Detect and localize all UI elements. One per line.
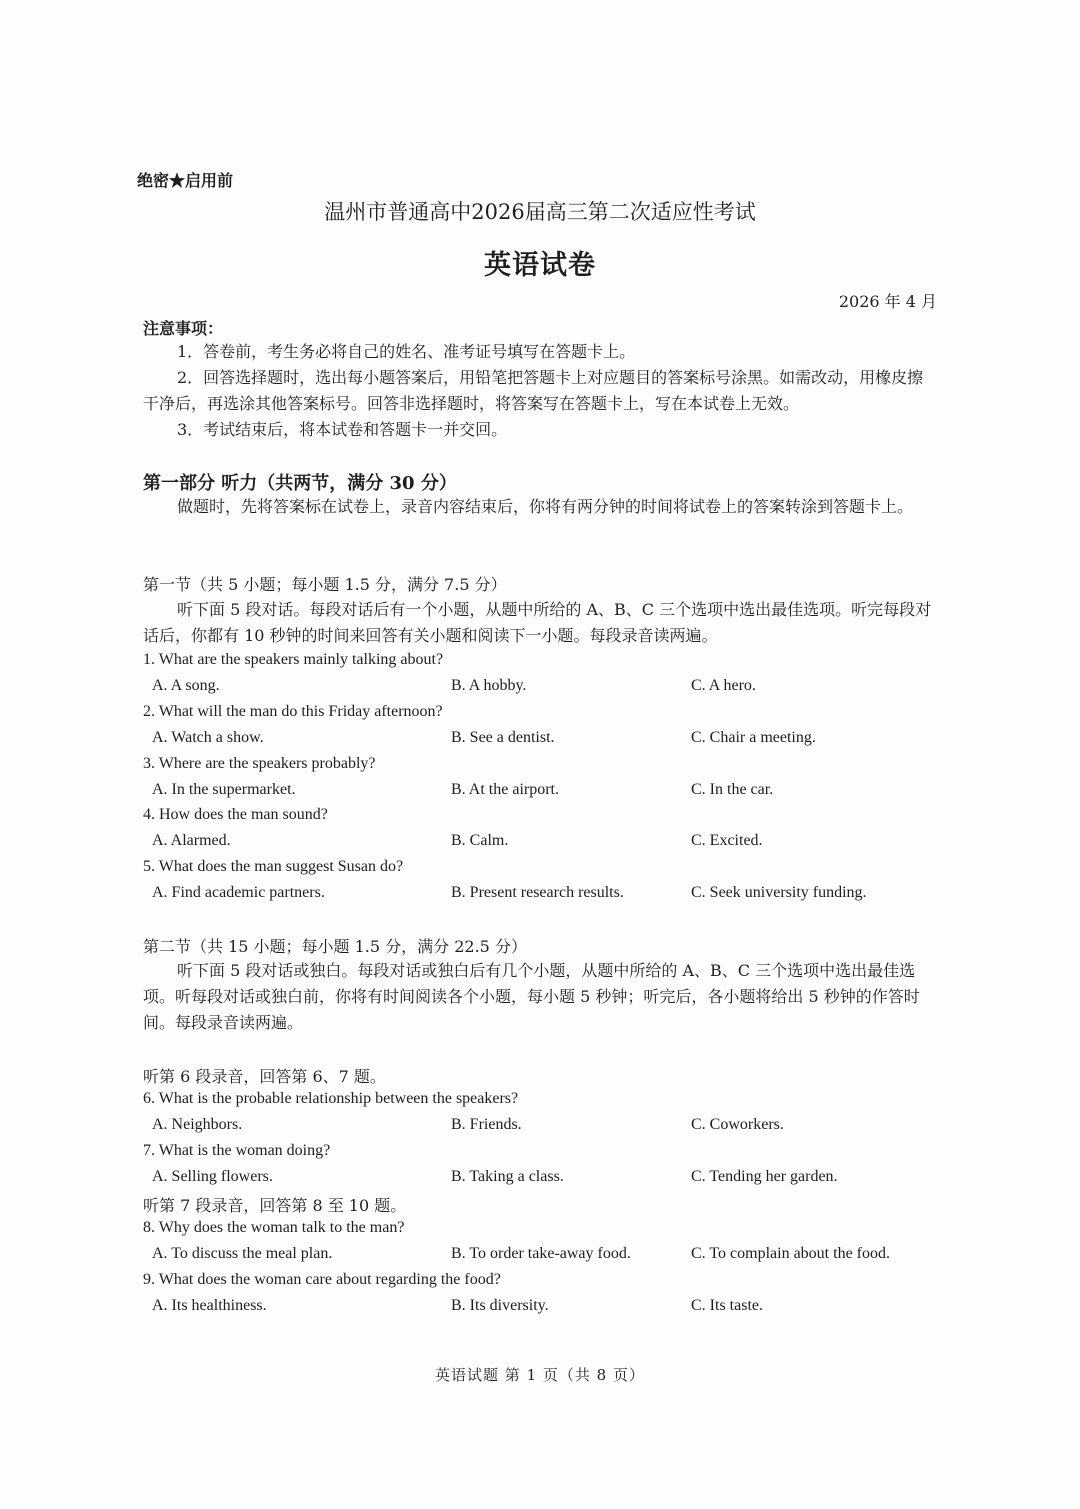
- option-a: A. Neighbors.: [152, 1116, 243, 1133]
- confidential-label: 绝密★启用前: [137, 171, 234, 190]
- option-a: A. Selling flowers.: [152, 1168, 273, 1185]
- option-b: B. Taking a class.: [451, 1168, 564, 1185]
- question: 6. What is the probable relationship between the speakers?: [143, 1090, 519, 1107]
- option-c: C. Seek university funding.: [691, 884, 867, 901]
- notice-title: 注意事项：: [143, 319, 224, 338]
- option-a: A. Its healthiness.: [152, 1297, 267, 1314]
- option-c: C. Tending her garden.: [691, 1168, 838, 1185]
- exam-title: 温州市普通高中2026届高三第二次适应性考试: [324, 200, 756, 224]
- option-c: C. In the car.: [691, 781, 774, 798]
- notice-item: 1．答卷前，考生务必将自己的姓名、准考证号填写在答题卡上。: [177, 342, 636, 361]
- question: 2. What will the man do this Friday afternoon?: [143, 703, 443, 720]
- option-c: C. Chair a meeting.: [691, 729, 816, 746]
- option-c: C. Coworkers.: [691, 1116, 784, 1133]
- option-b: B. Friends.: [451, 1116, 522, 1133]
- option-b: B. See a dentist.: [451, 729, 555, 746]
- question: 8. Why does the woman talk to the man?: [143, 1219, 405, 1236]
- part1-title: 第一部分 听力（共两节，满分 30 分）: [143, 473, 457, 494]
- option-b: B. Present research results.: [451, 884, 624, 901]
- option-b: B. Calm.: [451, 832, 509, 849]
- recording-6-heading: 听第 6 段录音，回答第 6、7 题。: [143, 1067, 386, 1086]
- option-a: A. Watch a show.: [152, 729, 264, 746]
- recording-7-heading: 听第 7 段录音，回答第 8 至 10 题。: [143, 1196, 407, 1215]
- option-c: C. To complain about the food.: [691, 1245, 890, 1262]
- section2-title: 第二节（共 15 小题；每小题 1.5 分，满分 22.5 分）: [143, 937, 527, 956]
- question: 7. What is the woman doing?: [143, 1142, 331, 1159]
- question: 5. What does the man suggest Susan do?: [143, 858, 404, 875]
- option-a: A. Alarmed.: [152, 832, 231, 849]
- option-b: B. Its diversity.: [451, 1297, 549, 1314]
- section2-instruction: 听下面 5 段对话或独白。每段对话或独白后有几个小题，从题中所给的 A、B、C 三个选项中选出最佳选项。听每段对话或独白前，你将有时间阅读各个小题，每小题 5 秒钟；听完后，各小题将给出 5 秒钟的作答时间。每段录音读两遍。: [143, 961, 920, 1032]
- question: 9. What does the woman care about regarding the food?: [143, 1271, 501, 1288]
- option-c: C. A hero.: [691, 677, 756, 694]
- option-c: C. Its taste.: [691, 1297, 763, 1314]
- question: 1. What are the speakers mainly talking about?: [143, 651, 444, 668]
- question: 3. Where are the speakers probably?: [143, 755, 376, 772]
- option-a: A. A song.: [152, 677, 220, 694]
- notice-item: 3．考试结束后，将本试卷和答题卡一并交回。: [177, 420, 508, 439]
- option-a: A. To discuss the meal plan.: [152, 1245, 333, 1262]
- section1-title: 第一节（共 5 小题；每小题 1.5 分，满分 7.5 分）: [143, 575, 507, 594]
- subject-title: 英语试卷: [484, 250, 596, 281]
- option-b: B. A hobby.: [451, 677, 527, 694]
- notice-item: 2．回答选择题时，选出每小题答案后，用铅笔把答题卡上对应题目的答案标号涂黑。如需改动，用橡皮擦干净后，再选涂其他答案标号。回答非选择题时，将答案写在答题卡上，写在本试卷上无效。: [143, 368, 924, 413]
- page-footer: 英语试题 第 1 页（共 8 页）: [435, 1366, 645, 1384]
- option-a: A. Find academic partners.: [152, 884, 325, 901]
- question: 4. How does the man sound?: [143, 806, 328, 823]
- part1-instruction: 做题时，先将答案标在试卷上，录音内容结束后，你将有两分钟的时间将试卷上的答案转涂到答题卡上。: [177, 497, 914, 516]
- option-a: A. In the supermarket.: [152, 781, 296, 798]
- option-b: B. To order take-away food.: [451, 1245, 631, 1262]
- section1-instruction: 听下面 5 段对话。每段对话后有一个小题，从题中所给的 A、B、C 三个选项中选出最佳选项。听完每段对话后，你都有 10 秒钟的时间来回答有关小题和阅读下一小题。每段录音读两遍。: [143, 600, 932, 645]
- exam-date: 2026 年 4 月: [838, 292, 937, 311]
- option-c: C. Excited.: [691, 832, 763, 849]
- option-b: B. At the airport.: [451, 781, 559, 798]
